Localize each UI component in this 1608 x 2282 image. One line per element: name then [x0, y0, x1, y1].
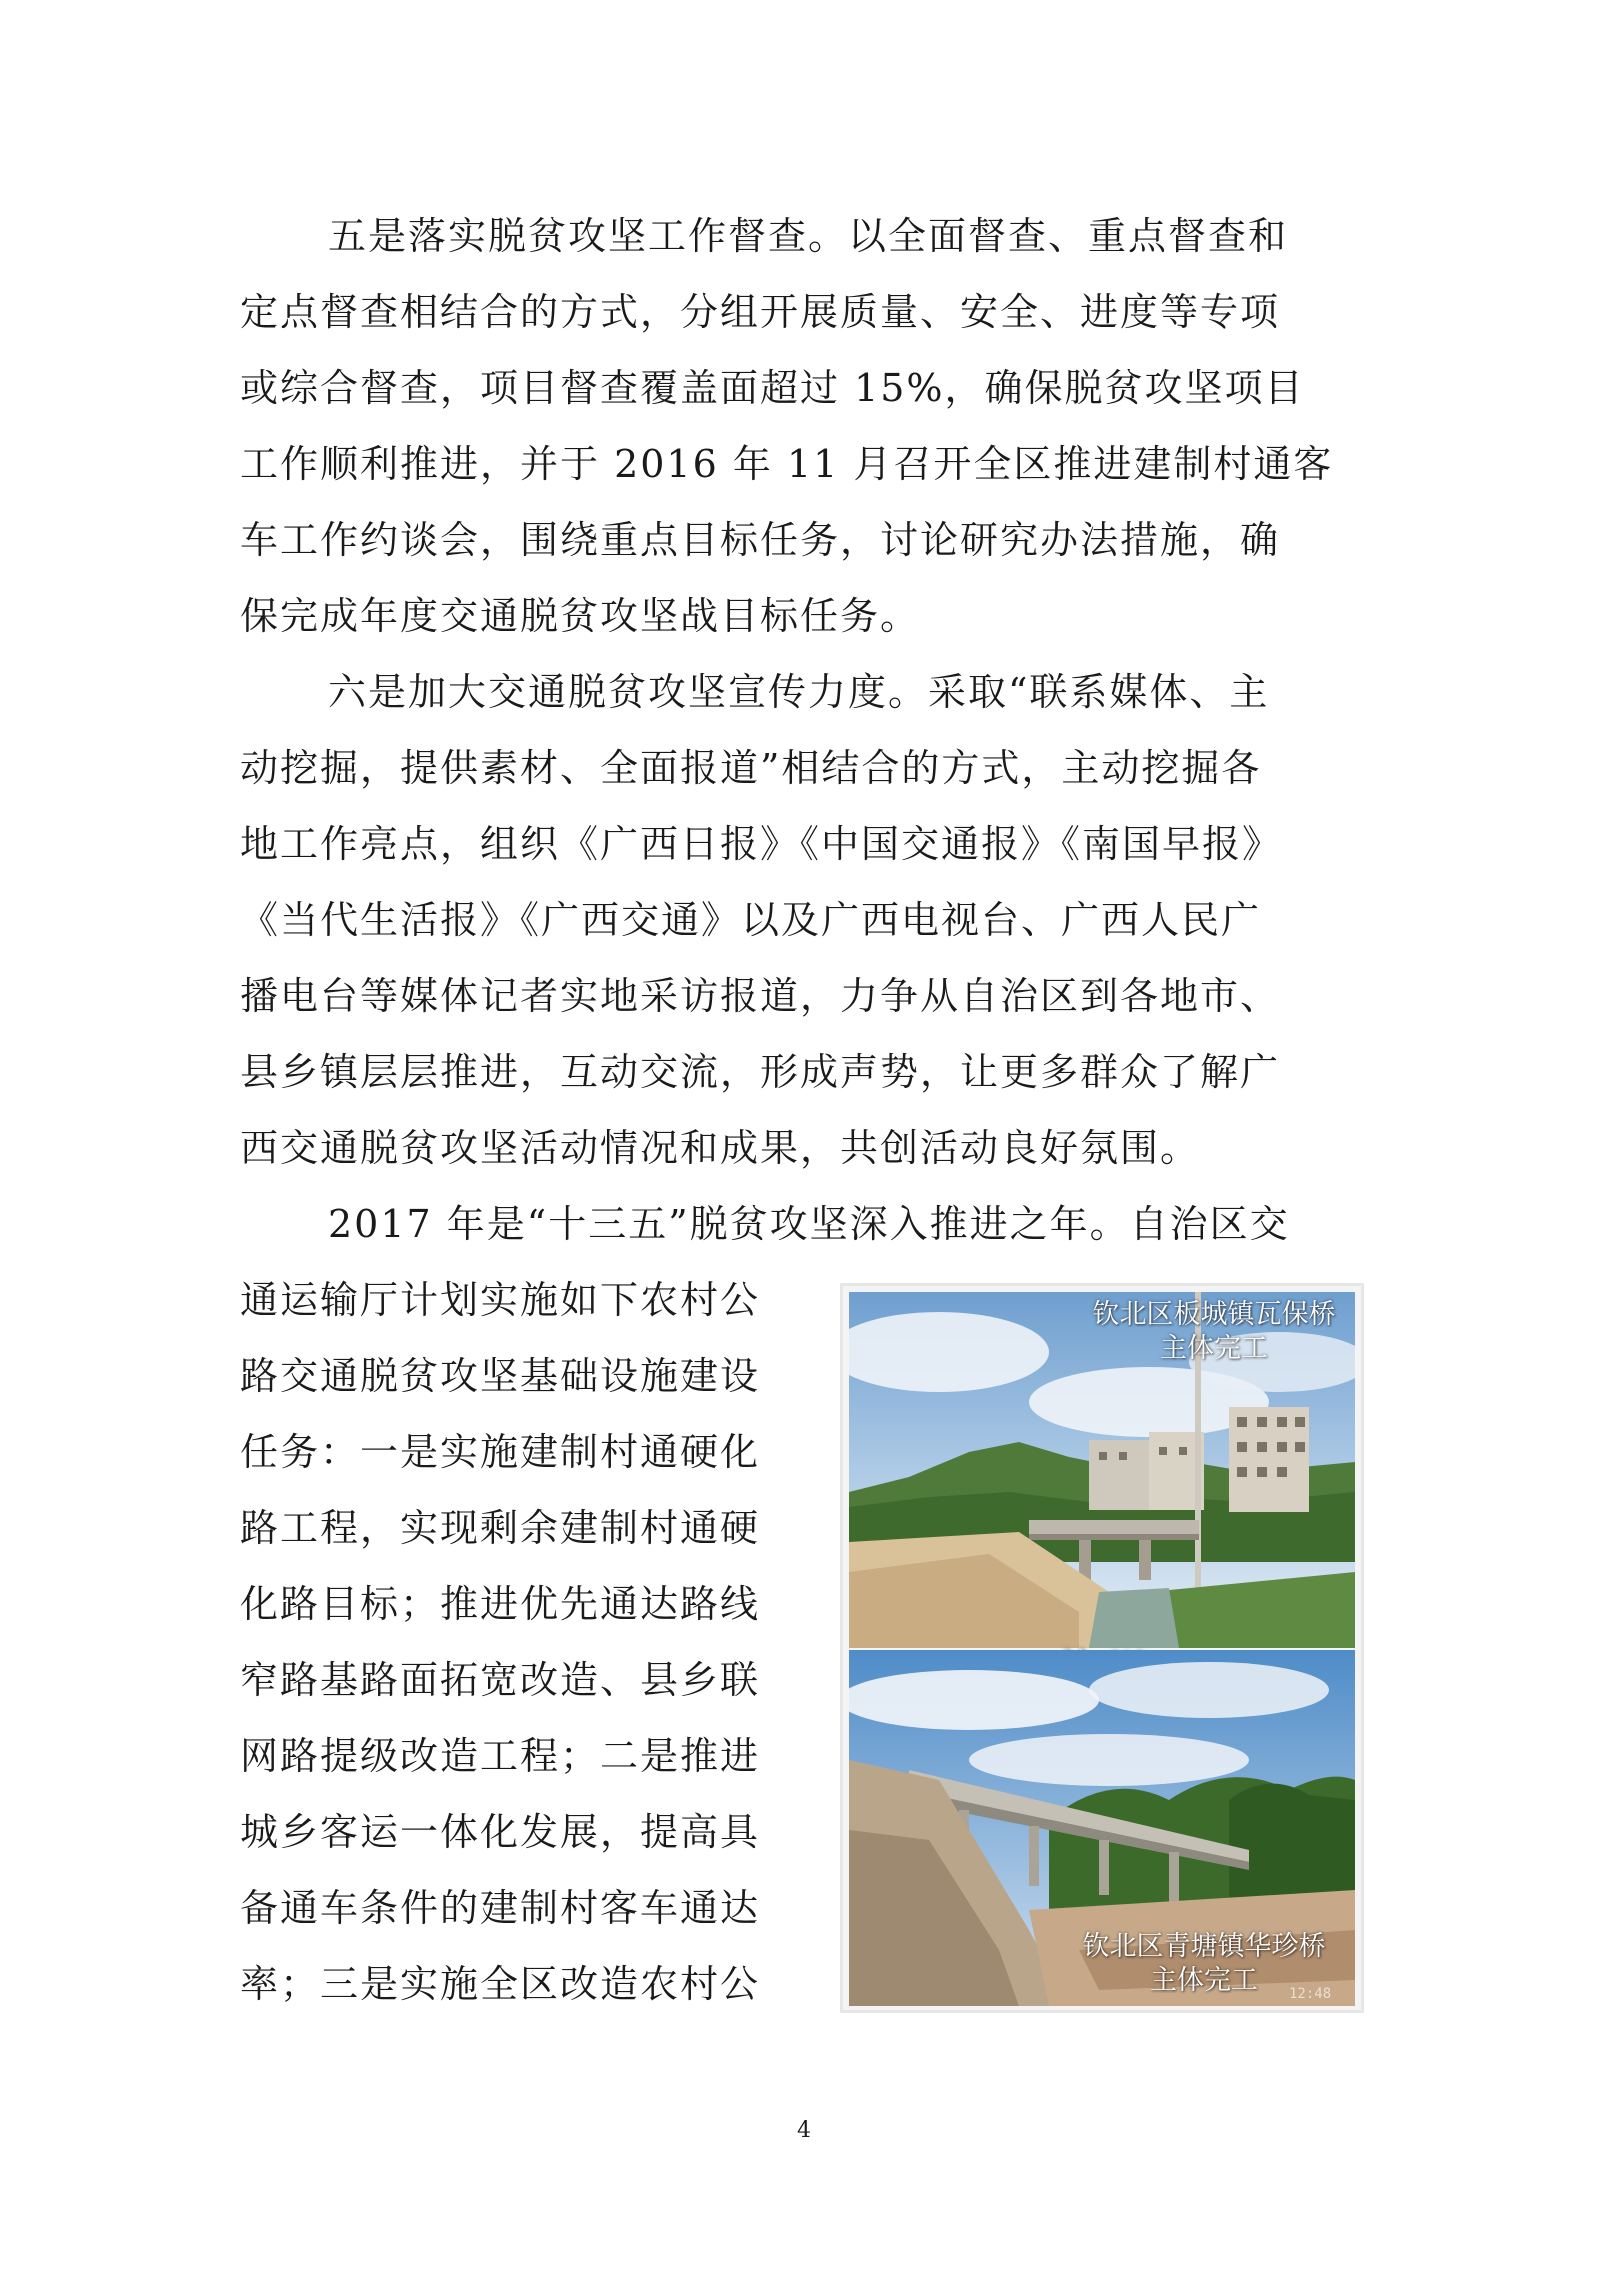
- text-line: 工作顺利推进，并于 2016 年 11 月召开全区推进建制村通客: [240, 442, 1334, 486]
- text-line: 《当代生活报》《广西交通》以及广西电视台、广西人民广: [240, 898, 1262, 942]
- caption-line: 主体完工: [1150, 1965, 1258, 1996]
- text-line: 定点督查相结合的方式，分组开展质量、安全、进度等专项: [240, 290, 1281, 334]
- text-line: 五是落实脱贫攻坚工作督查。以全面督查、重点督查和: [328, 214, 1289, 258]
- text-line: 或综合督查，项目督查覆盖面超过 15%，确保脱贫攻坚项目: [240, 366, 1305, 410]
- text-line: 六是加大交通脱贫攻坚宣传力度。采取“联系媒体、主: [328, 670, 1270, 714]
- text-line: 路工程，实现剩余建制村通硬: [240, 1506, 761, 1550]
- text-line: 西交通脱贫攻坚活动情况和成果，共创活动良好氛围。: [240, 1126, 1201, 1170]
- paragraph-2017-plan: [240, 1186, 1368, 1262]
- text-line: 车工作约谈会，围绕重点目标任务，讨论研究办法措施，确: [240, 518, 1281, 562]
- text-line: 城乡客运一体化发展，提高具: [240, 1810, 761, 1854]
- photo-timestamp: 12:48: [1289, 1986, 1332, 2002]
- text-line: 县乡镇层层推进，互动交流，形成声势，让更多群众了解广: [240, 1050, 1281, 1094]
- paragraph-2017-plan-continued: [240, 1262, 812, 2022]
- text-line: 备通车条件的建制村客车通达: [240, 1886, 761, 1930]
- paragraph-inspection: [240, 198, 1368, 654]
- photo-top-caption: [1079, 1298, 1349, 1366]
- caption-line: 钦北区青塘镇华珍桥: [1082, 1931, 1326, 1962]
- caption-line: 钦北区板城镇瓦保桥: [1092, 1299, 1336, 1330]
- text-line: 地工作亮点，组织《广西日报》《中国交通报》《南国早报》: [240, 822, 1283, 866]
- text-line: 2017 年是“十三五”脱贫攻坚深入推进之年。自治区交: [328, 1202, 1290, 1246]
- photo-wabao-bridge: [849, 1292, 1355, 1648]
- text-line: 动挖掘，提供素材、全面报道”相结合的方式，主动挖掘各: [240, 746, 1262, 790]
- paragraph-publicity: [240, 654, 1368, 1186]
- text-line: 任务：一是实施建制村通硬化: [240, 1430, 761, 1474]
- page-number: 4: [797, 2118, 811, 2143]
- text-line: 网路提级改造工程；二是推进: [240, 1734, 761, 1778]
- photo-huazhen-bridge: [849, 1650, 1355, 2006]
- caption-line: 主体完工: [1160, 1333, 1268, 1364]
- text-line: 播电台等媒体记者实地采访报道，力争从自治区到各地市、: [240, 974, 1281, 1018]
- text-line: 通运输厅计划实施如下农村公: [240, 1278, 761, 1322]
- text-line: 化路目标；推进优先通达路线: [240, 1582, 761, 1626]
- text-line: 路交通脱贫攻坚基础设施建设: [240, 1354, 761, 1398]
- text-line: 保完成年度交通脱贫攻坚战目标任务。: [240, 594, 921, 638]
- text-line: 窄路基路面拓宽改造、县乡联: [240, 1658, 761, 1702]
- bridge-photo-collage: [840, 1283, 1364, 2013]
- text-line: 率；三是实施全区改造农村公: [240, 1962, 761, 2006]
